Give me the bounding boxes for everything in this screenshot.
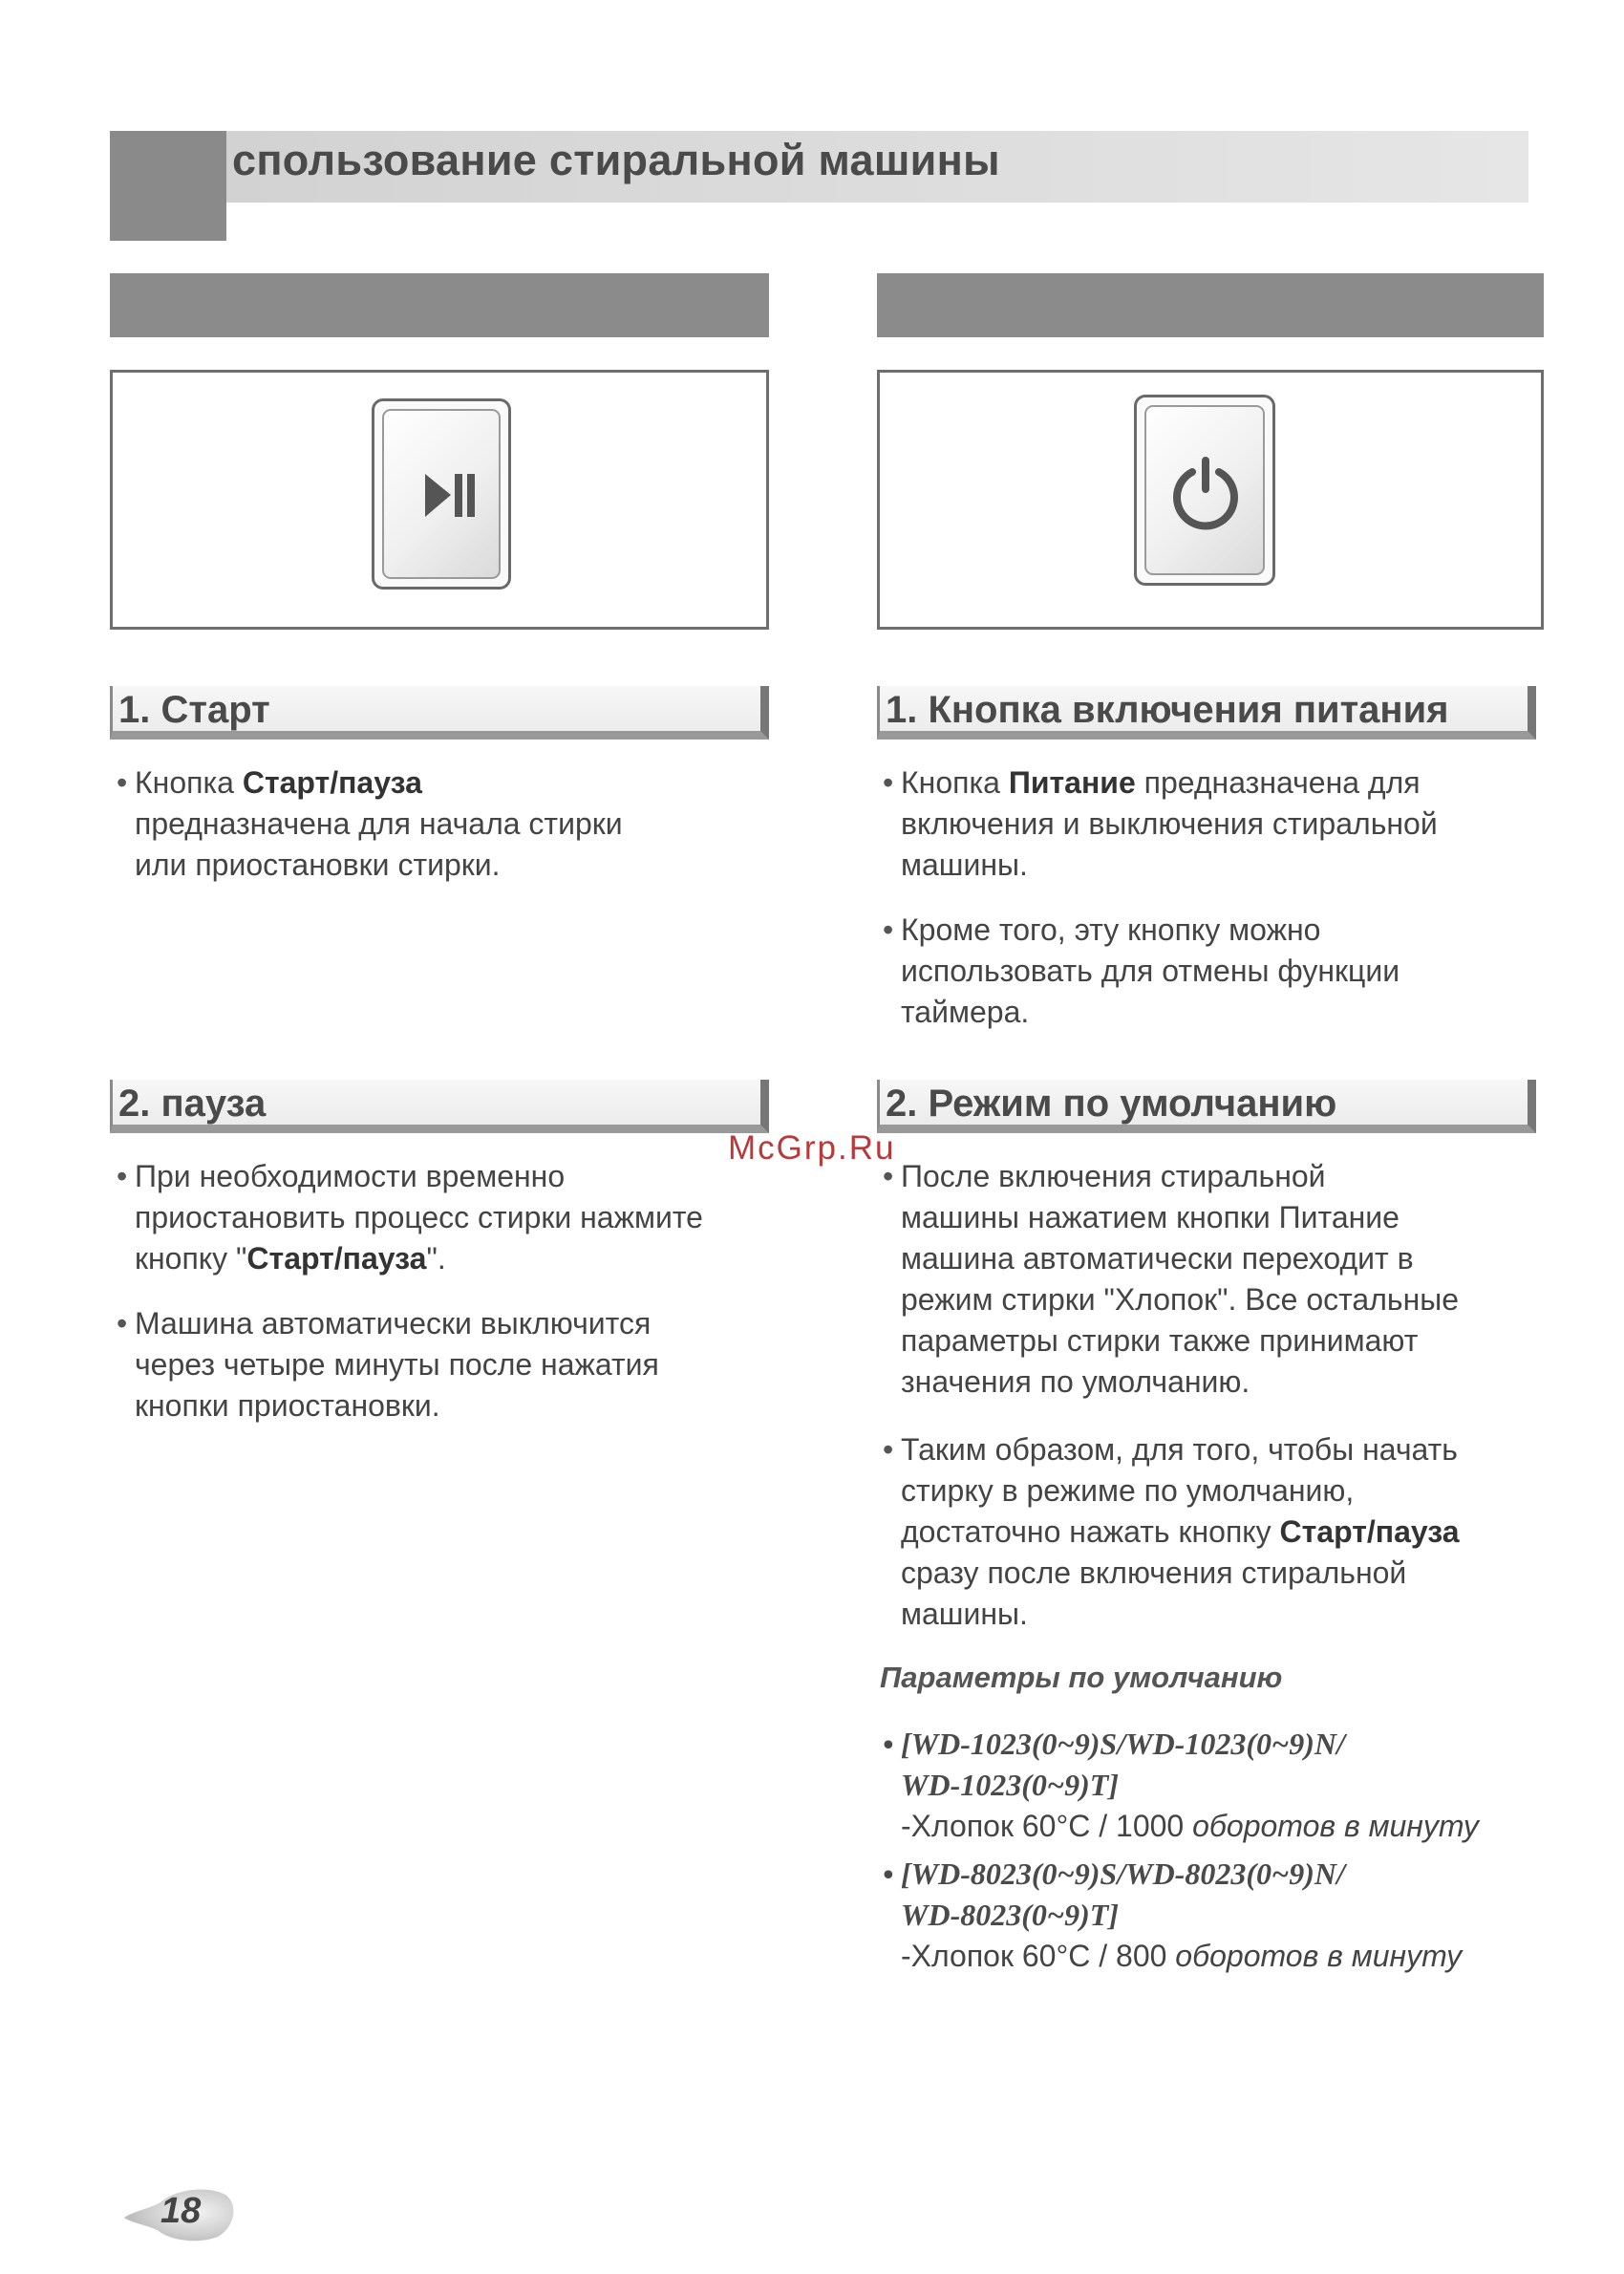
play-pause-icon [382,409,502,581]
default-parameters-heading: Параметры по умолчанию [880,1661,1283,1694]
default-mode-description-2: • Таким образом, для того, чтобы начать стирку в режиме по умолчанию, достаточно нажать кнопку Старт/пауза сразу после включения стиральной машины. [883,1432,1460,1631]
start-pause-button-image [110,370,769,630]
page-title: спользование стиральной машины [232,136,1000,184]
default-spec: -Хлопок 60°C / 800 оборотов в минуту [901,1939,1463,1973]
section-pause-heading [110,1080,769,1133]
section-title: 1. Старт [118,689,270,731]
default-parameter-item: • [WD-1023(0~9)S/WD-1023(0~9)N/ WD-1023(0~9)T] -Хлопок 60°C / 1000 оборотов в минуту [901,1724,1531,1847]
watermark: McGrp.Ru [728,1129,896,1167]
section-title: 2. пауза [118,1083,267,1125]
start-description: • Кнопка Старт/пауза предназначена для начала стирки или приостановки стирки. [117,765,623,882]
pause-description-1: • При необходимости временно приостановить процесс стирки нажмите кнопку "Старт/пауза". [117,1159,703,1276]
model-list: [WD-1023(0~9)S/WD-1023(0~9)N/ [901,1727,1345,1761]
start-pause-key [372,398,511,590]
section-title: 1. Кнопка включения питания [886,689,1449,731]
title-gray-square [110,131,226,241]
right-header-bar [877,273,1544,337]
model-list: [WD-8023(0~9)S/WD-8023(0~9)N/ [901,1856,1345,1891]
default-parameter-item: • [WD-8023(0~9)S/WD-8023(0~9)N/ WD-8023(0~9)T] -Хлопок 60°C / 800 оборотов в минуту [901,1854,1531,1977]
power-button-image [877,370,1544,630]
page-number: 18 [160,2191,202,2231]
model-list: WD-8023(0~9)T] [901,1898,1119,1932]
power-description-1: • Кнопка Питание предназначена для включения и выключения стиральной машины. [883,765,1438,882]
section-power-heading [877,686,1536,740]
left-header-bar [110,273,769,337]
power-description-2: • Кроме того, эту кнопку можно использовать для отмены функции таймера. [883,912,1400,1029]
section-start-heading [110,686,769,740]
default-mode-description-1: • После включения стиральной машины нажатием кнопки Питание машина автоматически переходит в режим стирки "Хлопок". Все остальные параметры стирки также принимают значения по умолчанию. [883,1159,1460,1399]
section-default-mode-heading [877,1080,1536,1133]
model-list: WD-1023(0~9)T] [901,1768,1119,1802]
power-icon [1144,405,1267,577]
section-title: 2. Режим по умолчанию [886,1083,1337,1125]
pause-description-2: • Машина автоматически выключится через четыре минуты после нажатия кнопки приостановки. [117,1306,659,1423]
default-spec: -Хлопок 60°C / 1000 оборотов в минуту [901,1809,1479,1843]
power-key [1134,395,1275,586]
